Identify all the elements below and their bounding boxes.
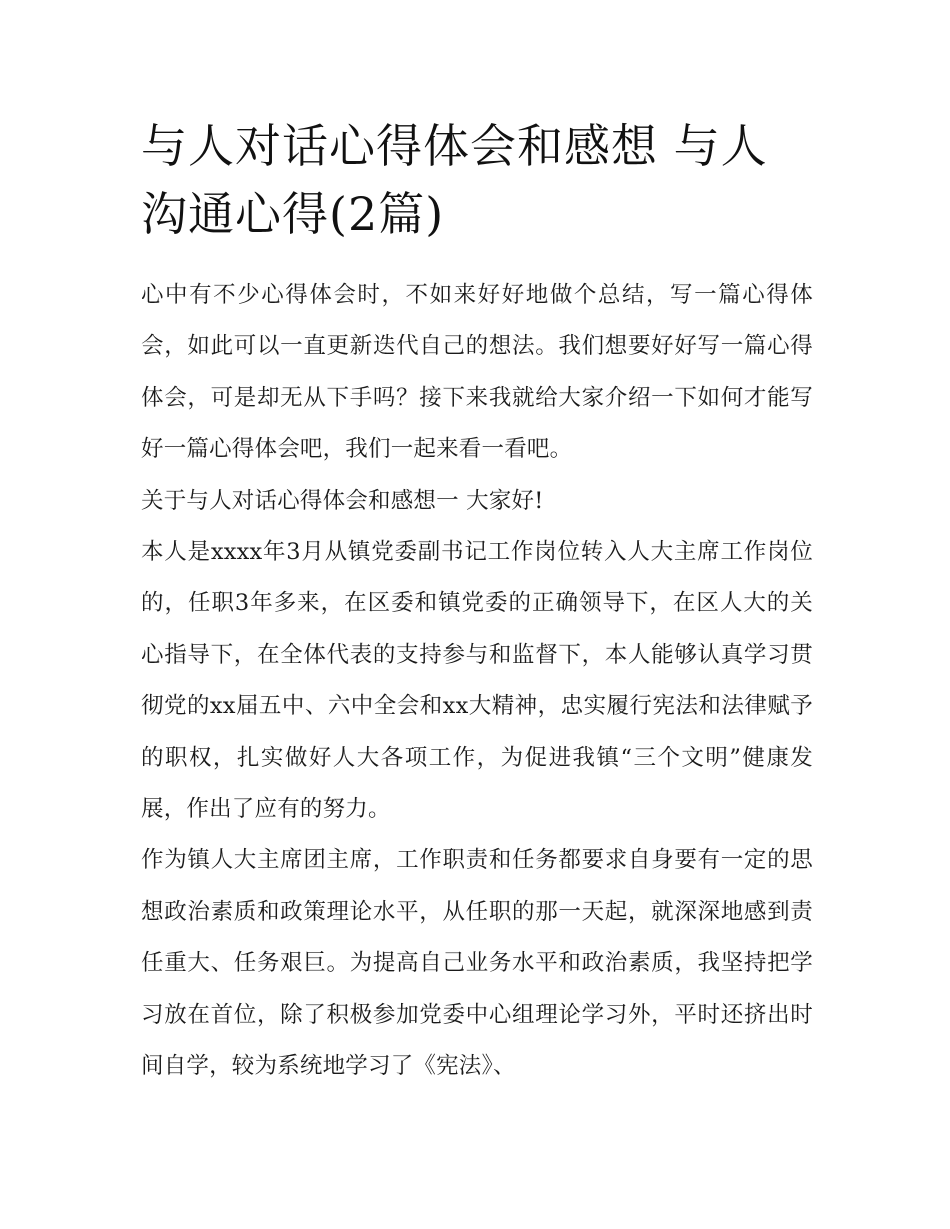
paragraph-section-heading: 关于与人对话心得体会和感想一 大家好! xyxy=(141,487,544,514)
document-page xyxy=(141,112,813,1093)
paragraph-body-2: 作为镇人大主席团主席，工作职责和任务都要求自身要有一定的思想政治素质和政策理论水平，从任职的那一天起，就深深地感到责任重大、任务艰巨。为提高自己业务水平和政治素质，我坚持把学习放在首位，除了积极参加党委中心组理论学习外，平时还挤出时间自学，较为系统地学习了《宪法》、 xyxy=(141,847,813,1080)
paragraph-intro: 心中有不少心得体会时，不如来好好地做个总结，写一篇心得体会，如此可以一直更新迭代自己的想法。我们想要好好写一篇心得体会，可是却无从下手吗？接下来我就给大家介绍一下如何才能写好一篇心得体会吧，我们一起来看一看吧。 xyxy=(141,282,813,463)
paragraph-body-1: 本人是xxxx年3月从镇党委副书记工作岗位转入人大主席工作岗位的，任职3年多来，在区委和镇党委的正确领导下，在区人大的关心指导下，在全体代表的支持参与和监督下，本人能够认真学习贯彻党的xx届五中、六中全会和xx大精神，忠实履行宪法和法律赋予的职权，扎实做好人大各项工作，为促进我镇“三个文明”健康发展，作出了应有的努力。 xyxy=(141,539,813,823)
document-title: 与人对话心得体会和感想 与人沟通心得(2篇) xyxy=(141,119,768,241)
